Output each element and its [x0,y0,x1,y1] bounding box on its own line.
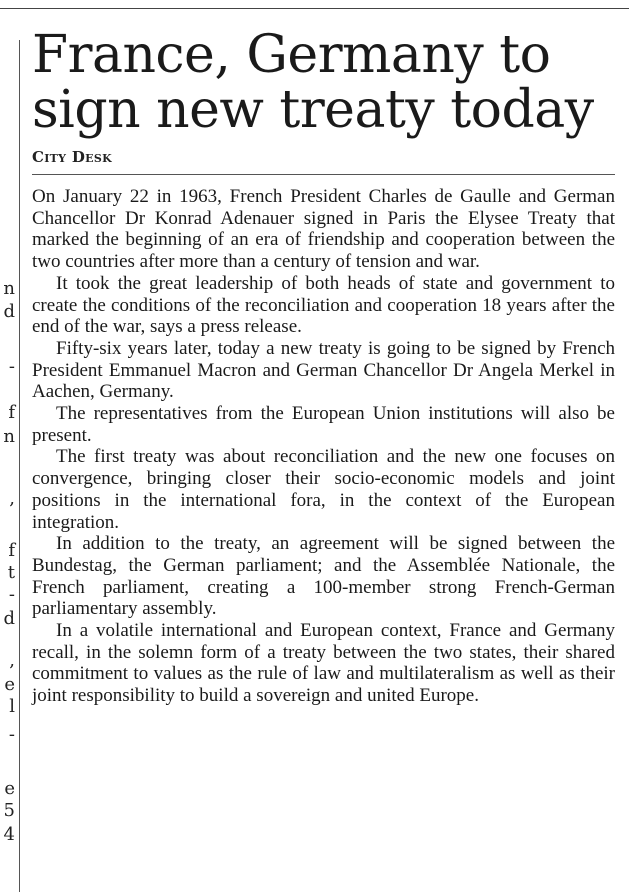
headline-line: sign new treaty today [32,80,594,140]
byline-divider [32,174,615,175]
fragment-text: f [8,402,15,423]
fragment-text: n [3,278,15,299]
fragment-text: f [8,540,15,561]
fragment-text: e [4,778,15,799]
article-paragraph: It took the great leadership of both heads of state and government to create the conditions of the reconciliation and cooperation 18 years after the end of the war, says a press release. [32,272,615,338]
article-paragraph: In a volatile international and European context, France and Germany recall, in the solemn form of a treaty between the two states, their shared commitment to values as the rule of law and multilateralism as well as their joint responsibility to build a sovereign and united Europe. [32,620,615,707]
article-headline [32,25,615,140]
headline-line: France, Germany to [32,25,551,85]
article-paragraph: The representatives from the European Union institutions will also be present. [32,403,615,446]
article-paragraph: In addition to the treaty, an agreement will be signed between the Bundestag, the German parliament; and the Assemblée Nationale, the French parliament, creating a 100-member strong French-German parliamentary assembly. [32,533,615,620]
article-body [32,186,615,707]
fragment-text: - [8,584,15,605]
article-paragraph: Fifty-six years later, today a new treaty is going to be signed by French President Emmanuel Macron and German Chancellor Dr Angela Merkel in Aachen, Germany. [32,337,615,403]
article-paragraph: The first treaty was about reconciliation and the new one focuses on convergence, bringing closer their socio-economic models and joint positions in the international fora, in the context of the European integration. [32,446,615,533]
fragment-text: n [3,426,15,447]
fragment-text: e [4,674,15,695]
article-paragraph: On January 22 in 1963, French President Charles de Gaulle and German Chancellor Dr Konrad Adenauer signed in Paris the Elysee Treaty that marked the beginning of an era of friendship and cooperation between the two countries after more than a century of tension and war. [32,186,615,273]
top-rule [0,8,629,9]
fragment-text: - [8,724,15,745]
adjacent-column-fragments [0,0,18,892]
fragment-text: 5 [3,800,15,821]
article-byline: City Desk [32,148,112,166]
fragment-text: , [9,650,15,671]
fragment-text: d [3,301,15,322]
fragment-text: l [9,696,15,717]
fragment-text: 4 [3,824,15,845]
news-article [32,25,615,707]
fragment-text: - [8,356,15,377]
column-divider [19,40,20,892]
fragment-text: t [7,562,15,583]
fragment-text: d [3,608,15,629]
fragment-text: , [9,488,15,509]
